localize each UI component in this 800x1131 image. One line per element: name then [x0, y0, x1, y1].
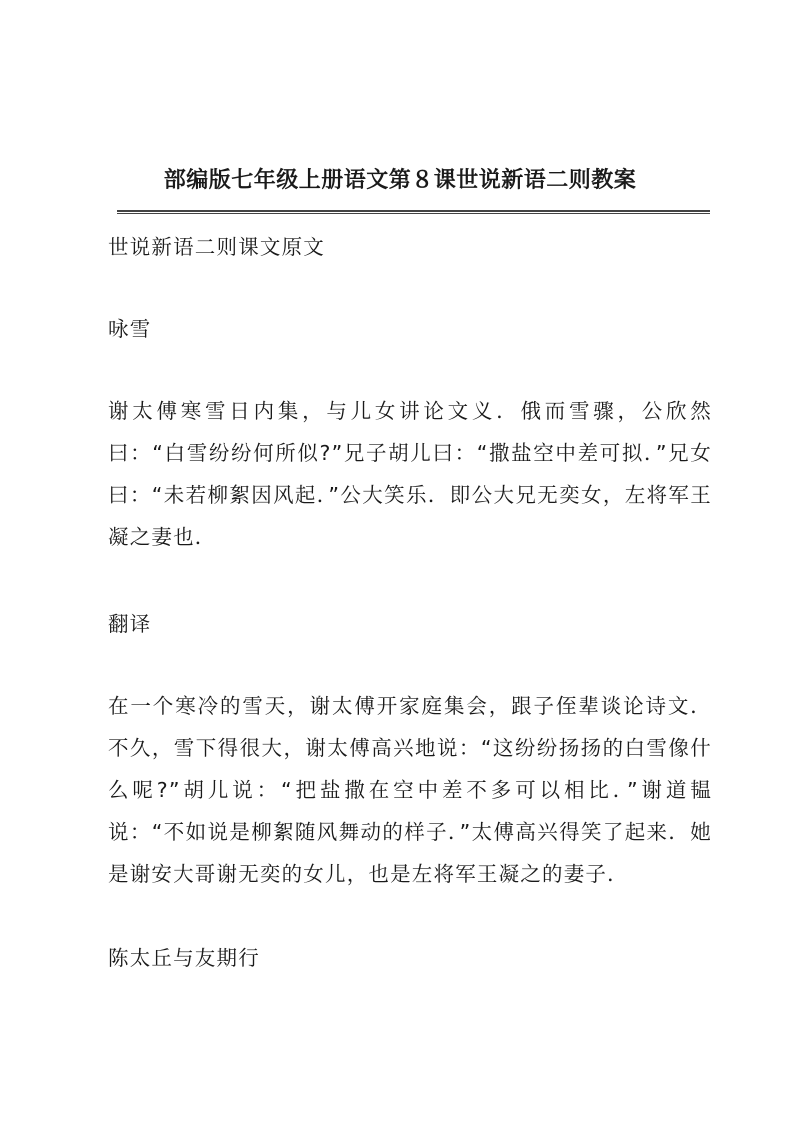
translation-heading: 翻译 [108, 612, 152, 636]
title-divider [117, 210, 710, 214]
translation-paragraph: 在一个寒冷的雪天，谢太傅开家庭集会，跟子侄辈谈论诗文．不久，雪下得很大，谢太傅高兴地说：“这纷纷扬扬的白雪像什么呢?”胡儿说：“把盐撒在空中差不多可以相比．”谢道韫说：“不如说是柳絮随风舞动的样子．”太傅高兴得笑了起来．她是谢安大哥谢无奕的女儿，也是左将军王凝之的妻子． [108, 694, 712, 886]
original-text-paragraph: 谢太傅寒雪日内集，与儿女讲论文义．俄而雪骤，公欣然曰：“白雪纷纷何所似?”兄子胡儿曰：“撒盐空中差可拟．”兄女曰：“未若柳絮因风起．”公大笑乐．即公大兄无奕女，左将军王凝之妻也． [108, 399, 712, 549]
poem-title: 咏雪 [108, 317, 152, 341]
next-lesson-title: 陈太丘与友期行 [108, 946, 260, 970]
document-title: 部编版七年级上册语文第８课世说新语二则教案 [163, 167, 637, 193]
section-heading: 世说新语二则课文原文 [108, 235, 325, 259]
